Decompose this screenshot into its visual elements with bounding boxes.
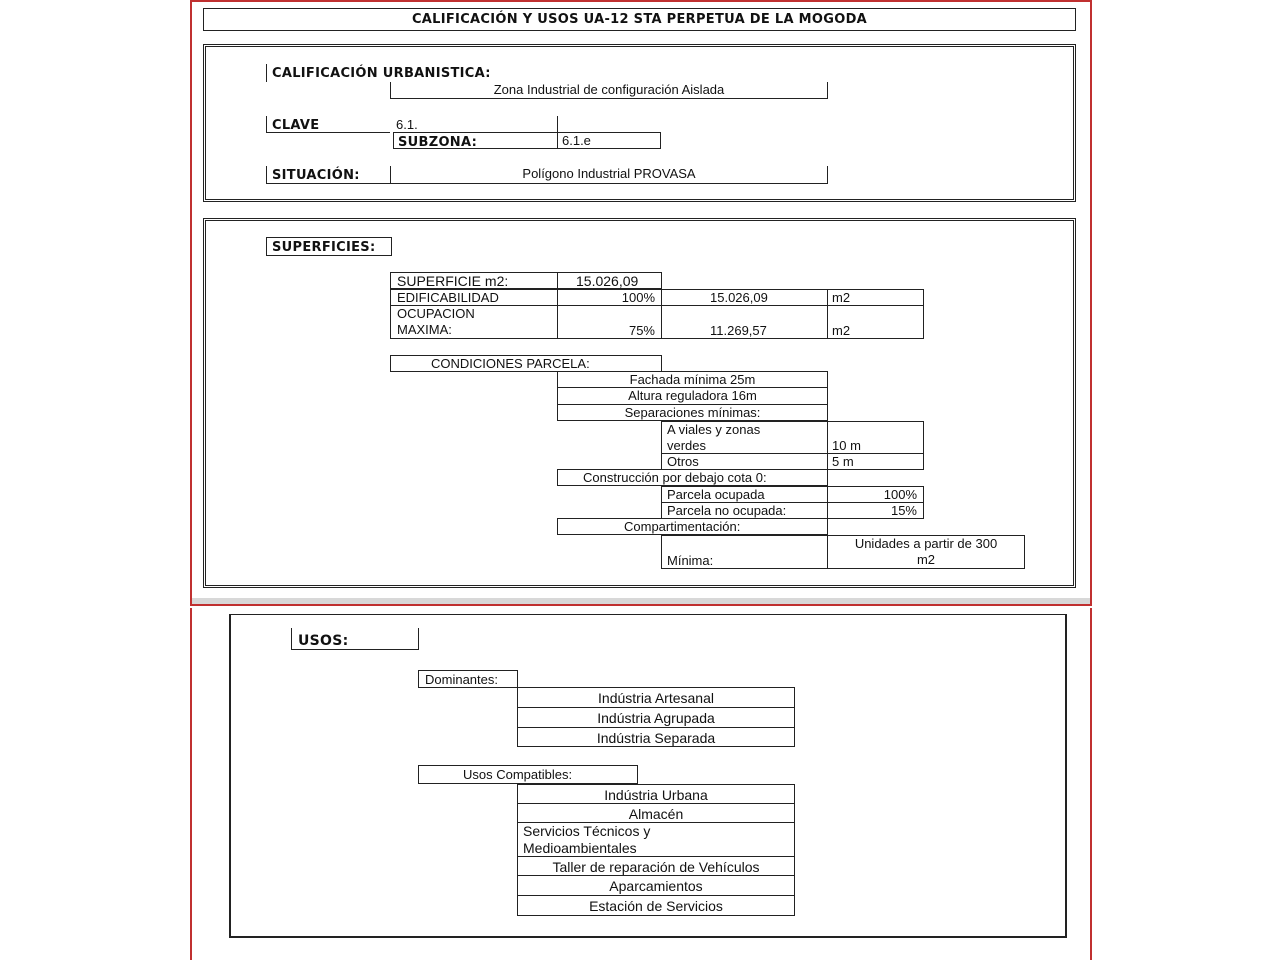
calificacion-label: CALIFICACIÓN URBANISTICA: xyxy=(272,66,491,81)
compatible-row xyxy=(517,822,795,857)
situacion-value: Polígono Industrial PROVASA xyxy=(522,166,696,181)
fachada-text: Fachada mínima 25m xyxy=(629,372,756,387)
otros-label-cell xyxy=(661,453,828,470)
otros-value-cell xyxy=(827,453,924,470)
parcela-no-ocupada-label: Parcela no ocupada: xyxy=(667,503,787,518)
dominante-item: Indústria Agrupada xyxy=(597,710,715,726)
compatible-item: Indústria Urbana xyxy=(604,787,708,803)
dominante-item: Indústria Artesanal xyxy=(598,690,714,706)
compatible-row xyxy=(517,875,795,896)
ocupacion-value-cell xyxy=(661,305,828,339)
compatible-item: Servicios Técnicos y xyxy=(523,823,651,839)
altura-text: Altura reguladora 16m xyxy=(628,388,757,403)
compartimentacion-text: Compartimentación: xyxy=(624,519,741,534)
ocupacion-label-2: MAXIMA: xyxy=(397,322,452,337)
compatible-item: Almacén xyxy=(628,806,684,822)
ocupacion-pct-cell xyxy=(557,305,662,339)
edificabilidad-label-cell xyxy=(390,289,558,306)
clave-value: 6.1. xyxy=(396,117,418,132)
viales-value: 10 m xyxy=(832,438,861,453)
compatibles-label-cell xyxy=(418,765,638,784)
subzona-value-cell xyxy=(557,132,661,149)
compatible-row xyxy=(517,803,795,823)
calificacion-label-box xyxy=(266,64,491,82)
compatible-item: Aparcamientos xyxy=(609,878,703,894)
dominante-row xyxy=(517,727,795,747)
dominantes-label-cell xyxy=(418,670,518,688)
compatible-row xyxy=(517,784,795,804)
document-title: CALIFICACIÓN Y USOS UA-12 STA PERPETUA DE LA MOGODA xyxy=(411,12,868,27)
superficie-value: 15.026,09 xyxy=(576,273,639,289)
subzona-label-box xyxy=(393,132,558,149)
parcela-no-ocupada-value-cell xyxy=(827,502,924,519)
clave-value-cell xyxy=(394,116,558,133)
parcela-ocupada-value: 100% xyxy=(883,487,917,502)
edificabilidad-pct-cell xyxy=(557,289,662,306)
superficies-label: SUPERFICIES: xyxy=(272,240,376,255)
otros-value: 5 m xyxy=(832,454,854,469)
altura-cell xyxy=(557,388,828,405)
condiciones-header-cell xyxy=(390,355,662,372)
superficie-label: SUPERFICIE m2: xyxy=(397,273,509,289)
ocupacion-label-cell xyxy=(390,305,558,339)
superficies-label-box xyxy=(266,237,392,256)
ocupacion-value: 11.269,57 xyxy=(710,323,767,338)
situacion-value-cell xyxy=(390,166,828,184)
subzona-value: 6.1.e xyxy=(562,133,591,148)
ocupacion-unit-cell xyxy=(827,305,924,339)
edificabilidad-pct: 100% xyxy=(621,290,655,305)
construccion-cell xyxy=(557,469,828,486)
construccion-text: Construcción por debajo cota 0: xyxy=(583,470,767,485)
compatible-row xyxy=(517,856,795,876)
compatible-item: Medioambientales xyxy=(523,840,637,856)
parcela-no-ocupada-label-cell xyxy=(661,502,828,519)
viales-label-1: A viales y zonas xyxy=(667,422,761,437)
calificacion-value-cell xyxy=(390,82,828,99)
parcela-ocupada-label: Parcela ocupada xyxy=(667,487,765,502)
subzona-label: SUBZONA: xyxy=(398,135,478,150)
separaciones-cell xyxy=(557,405,828,421)
edificabilidad-unit: m2 xyxy=(832,290,851,305)
superficie-value-cell xyxy=(557,272,662,289)
ocupacion-pct: 75% xyxy=(628,323,655,338)
minima-value-1: Unidades a partir de 300 xyxy=(854,536,998,551)
compatibles-label: Usos Compatibles: xyxy=(463,767,573,782)
condiciones-label: CONDICIONES PARCELA: xyxy=(431,356,590,371)
fachada-cell xyxy=(557,371,828,388)
viales-value-cell xyxy=(827,421,924,454)
viales-label-2: verdes xyxy=(667,438,707,453)
dominantes-label: Dominantes: xyxy=(425,672,498,687)
minima-value-2: m2 xyxy=(916,552,936,567)
situacion-label-box xyxy=(266,166,390,184)
superficie-label-cell xyxy=(390,272,558,289)
compatible-item: Estación de Servicios xyxy=(589,898,723,914)
page-separator xyxy=(192,598,1090,604)
parcela-ocupada-label-cell xyxy=(661,486,828,503)
minima-value-cell xyxy=(827,535,1025,569)
dominante-row xyxy=(517,707,795,728)
situacion-label: SITUACIÓN: xyxy=(272,168,360,183)
dominante-item: Indústria Separada xyxy=(596,730,716,746)
edificabilidad-value: 15.026,09 xyxy=(710,290,768,305)
viales-label-cell xyxy=(661,421,828,454)
ocupacion-label-1: OCUPACION xyxy=(397,306,475,321)
usos-label: USOS: xyxy=(298,633,349,649)
edificabilidad-unit-cell xyxy=(827,289,924,306)
calificacion-value: Zona Industrial de configuración Aislada xyxy=(493,82,725,97)
clave-label-box xyxy=(266,116,390,133)
document-title-box xyxy=(203,8,1076,31)
minima-label-cell xyxy=(661,535,828,569)
parcela-no-ocupada-value: 15% xyxy=(890,503,917,518)
compatible-item: Taller de reparación de Vehículos xyxy=(552,859,760,875)
minima-label: Mínima: xyxy=(667,553,714,568)
compartimentacion-cell xyxy=(557,518,828,535)
parcela-ocupada-value-cell xyxy=(827,486,924,503)
separaciones-text: Separaciones mínimas: xyxy=(624,405,761,420)
compatible-row xyxy=(517,895,795,916)
edificabilidad-label: EDIFICABILIDAD xyxy=(397,290,499,305)
ocupacion-unit: m2 xyxy=(832,323,851,338)
dominante-row xyxy=(517,687,795,708)
otros-label: Otros xyxy=(667,454,699,469)
clave-label: CLAVE xyxy=(272,118,320,133)
edificabilidad-value-cell xyxy=(661,289,828,306)
usos-label-box xyxy=(291,628,419,650)
